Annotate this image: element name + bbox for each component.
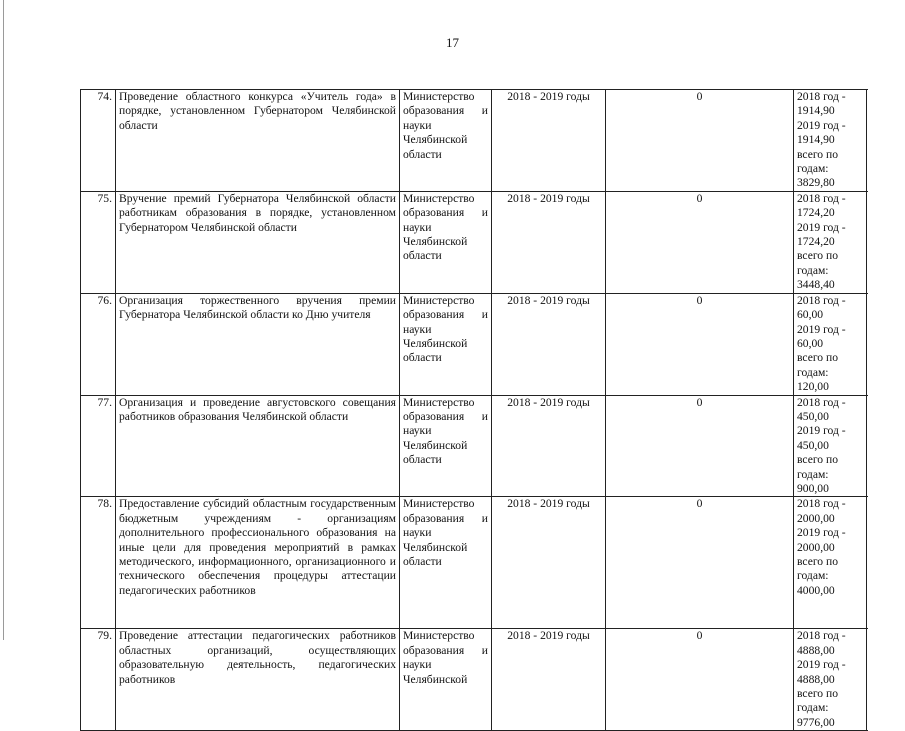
funding-amounts bbox=[794, 191, 867, 293]
indicator-value: 0 bbox=[606, 90, 794, 192]
funding-amounts bbox=[794, 293, 867, 395]
funding-line: всего по годам: 3448,40 bbox=[797, 249, 839, 292]
responsible-executor: Министерство образования и науки Челябинской области bbox=[400, 293, 492, 395]
funding-line: 2018 год - 60,00 bbox=[797, 293, 846, 322]
funding-line: 2018 год - 1724,20 bbox=[797, 191, 846, 220]
indicator-value: 0 bbox=[606, 629, 794, 731]
row-number: 75. bbox=[81, 191, 116, 293]
funding-line: 2018 год - 2000,00 bbox=[797, 497, 846, 525]
funding-line: всего по годам: 9776,00 bbox=[797, 687, 839, 729]
funding-line: 2019 год - 1724,20 bbox=[797, 220, 846, 249]
table-row bbox=[81, 629, 867, 731]
responsible-executor: Министерство образования и науки Челябинской bbox=[400, 629, 492, 731]
program-activities-table bbox=[80, 89, 867, 731]
funding-line: 2018 год - 4888,00 bbox=[797, 629, 846, 657]
responsible-executor: Министерство образования и науки Челябинской области bbox=[400, 191, 492, 293]
indicator-value: 0 bbox=[606, 293, 794, 395]
activity-description: Предоставление субсидий областным государственным бюджетным учреждениям - организациям дополнительного профессионального образования на иные цели для проведения мероприятий в рамках методического, информационного, организационного и технического обеспечения процедуры аттестации педагогических работников bbox=[116, 497, 400, 629]
funding-line: всего по годам: bbox=[797, 453, 839, 481]
table-row bbox=[81, 293, 867, 395]
funding-line: всего по годам: 120,00 bbox=[797, 351, 839, 394]
activity-description: Вручение премий Губернатора Челябинской области работникам образования в порядке, установленном Губернатором Челябинской области bbox=[116, 191, 400, 293]
implementation-period: 2018 - 2019 годы bbox=[492, 629, 606, 731]
implementation-period: 2018 - 2019 годы bbox=[492, 395, 606, 497]
row-number: 78. bbox=[81, 497, 116, 629]
funding-line: 2019 год - 60,00 bbox=[797, 322, 846, 350]
page-number: 17 bbox=[446, 35, 459, 50]
funding-line: 2019 год - 2000,00 bbox=[797, 526, 846, 554]
funding-line: 2018 год - 450,00 bbox=[797, 395, 846, 423]
implementation-period: 2018 - 2019 годы bbox=[492, 90, 606, 192]
row-number: 77. bbox=[81, 395, 116, 497]
funding-line: всего по годам: 4000,00 bbox=[797, 555, 839, 597]
funding-line: 2019 год - 4888,00 bbox=[797, 658, 846, 686]
row-number: 79. bbox=[81, 629, 116, 731]
responsible-executor: Министерство образования и науки Челябинской области bbox=[400, 497, 492, 629]
table-row bbox=[81, 90, 867, 192]
activity-description: Организация торжественного вручения премии Губернатора Челябинской области ко Дню учителя bbox=[116, 293, 400, 395]
funding-amounts bbox=[794, 629, 867, 731]
table-row bbox=[81, 497, 867, 629]
funding-amounts bbox=[794, 395, 867, 497]
responsible-executor: Министерство образования и науки Челябинской области bbox=[400, 90, 492, 192]
indicator-value: 0 bbox=[606, 191, 794, 293]
implementation-period: 2018 - 2019 годы bbox=[492, 497, 606, 629]
funding-line: 900,00 bbox=[797, 481, 829, 495]
implementation-period: 2018 - 2019 годы bbox=[492, 191, 606, 293]
funding-line: 2019 год - 450,00 bbox=[797, 424, 846, 452]
indicator-value: 0 bbox=[606, 497, 794, 629]
row-number: 76. bbox=[81, 293, 116, 395]
implementation-period: 2018 - 2019 годы bbox=[492, 293, 606, 395]
page-left-edge bbox=[3, 0, 4, 640]
funding-amounts bbox=[794, 90, 867, 192]
table-row bbox=[81, 395, 867, 497]
activity-description: Организация и проведение августовского совещания работников образования Челябинской области bbox=[116, 395, 400, 497]
indicator-value: 0 bbox=[606, 395, 794, 497]
funding-line: 2019 год - 1914,90 bbox=[797, 118, 846, 147]
table-row bbox=[81, 191, 867, 293]
funding-amounts bbox=[794, 497, 867, 629]
responsible-executor: Министерство образования и науки Челябинской области bbox=[400, 395, 492, 497]
activity-description: Проведение областного конкурса «Учитель года» в порядке, установленном Губернатором Челябинской области bbox=[116, 90, 400, 192]
activity-description: Проведение аттестации педагогических работников областных организаций, осуществляющих образовательную деятельность, педагогических работников bbox=[116, 629, 400, 731]
funding-line: 2018 год - 1914,90 bbox=[797, 90, 846, 118]
funding-line: всего по годам: 3829,80 bbox=[797, 147, 839, 190]
row-number: 74. bbox=[81, 90, 116, 192]
